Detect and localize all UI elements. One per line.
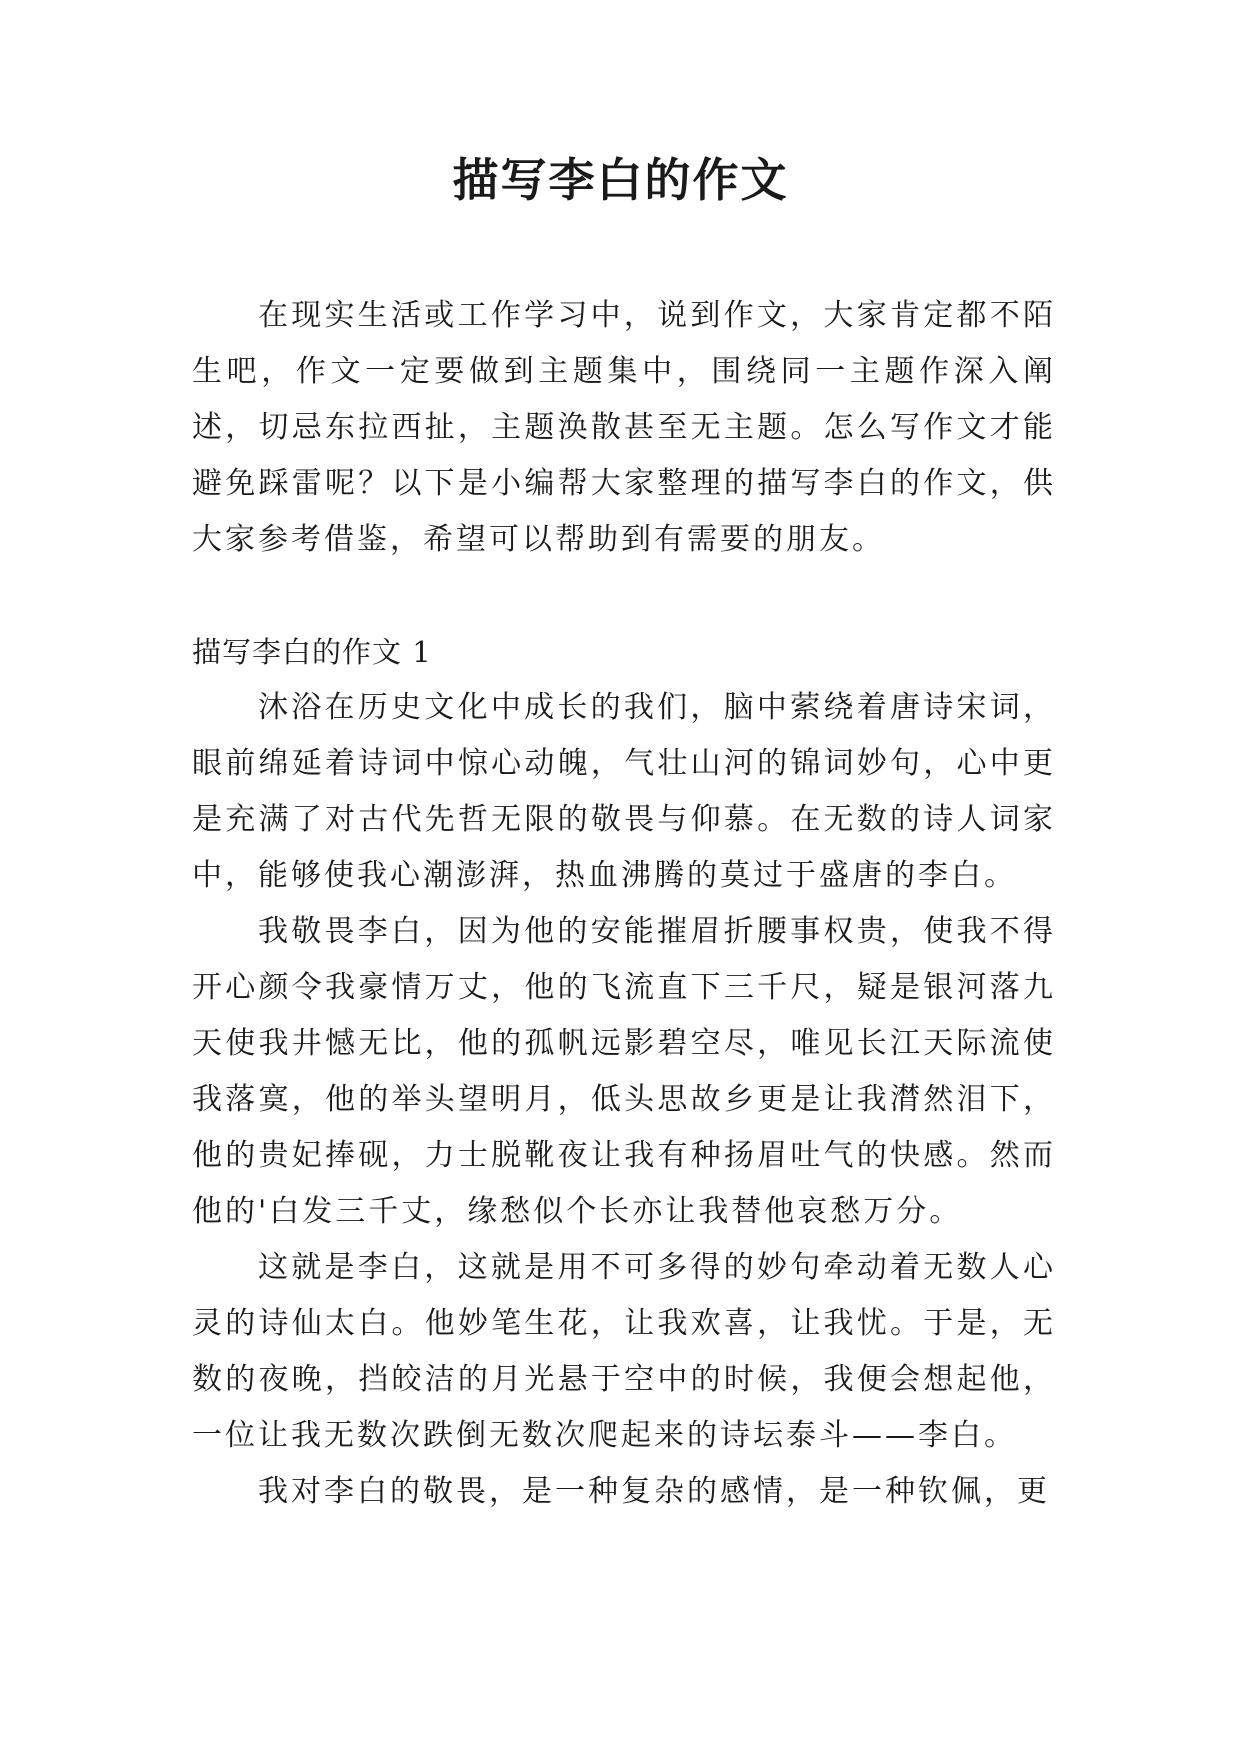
body-paragraph: 沐浴在历史文化中成长的我们，脑中萦绕着唐诗宋词，眼前绵延着诗词中惊心动魄，气壮山河的锦词妙句，心中更是充满了对古代先哲无限的敬畏与仰慕。在无数的诗人词家中，能够使我心潮澎湃，热血沸腾的莫过于盛唐的李白。: [192, 690, 1056, 893]
intro-paragraph: 在现实生活或工作学习中，说到作文，大家肯定都不陌生吧，作文一定要做到主题集中，围绕同一主题作深入阐述，切忌东拉西扯，主题涣散甚至无主题。怎么写作文才能避免踩雷呢？以下是小编帮大家整理的描写李白的作文，供大家参考借鉴，希望可以帮助到有需要的朋友。: [192, 298, 1056, 557]
section-heading: 描写李白的作文 1: [192, 635, 432, 669]
body-paragraph: 我对李白的敬畏，是一种复杂的感情，是一种钦佩，更: [258, 1474, 1050, 1509]
body-paragraph: 我敬畏李白，因为他的安能摧眉折腰事权贵，使我不得开心颜令我豪情万丈，他的飞流直下三千尺，疑是银河落九天使我井憾无比，他的孤帆远影碧空尽，唯见长江天际流使我落寞，他的举头望明月，低头思故乡更是让我潸然泪下，他的贵妃捧砚，力士脱靴夜让我有种扬眉吐气的快感。然而他的'白发三千丈，缘愁似个长亦让我替他哀愁万分。: [192, 914, 1056, 1229]
body-paragraph: 这就是李白，这就是用不可多得的妙句牵动着无数人心灵的诗仙太白。他妙笔生花，让我欢喜，让我忧。于是，无数的夜晚，挡皎洁的月光悬于空中的时候，我便会想起他，一位让我无数次跌倒无数次爬起来的诗坛泰斗——李白。: [192, 1250, 1056, 1453]
document-title: 描写李白的作文: [452, 153, 789, 207]
document-body: [192, 288, 1056, 1520]
